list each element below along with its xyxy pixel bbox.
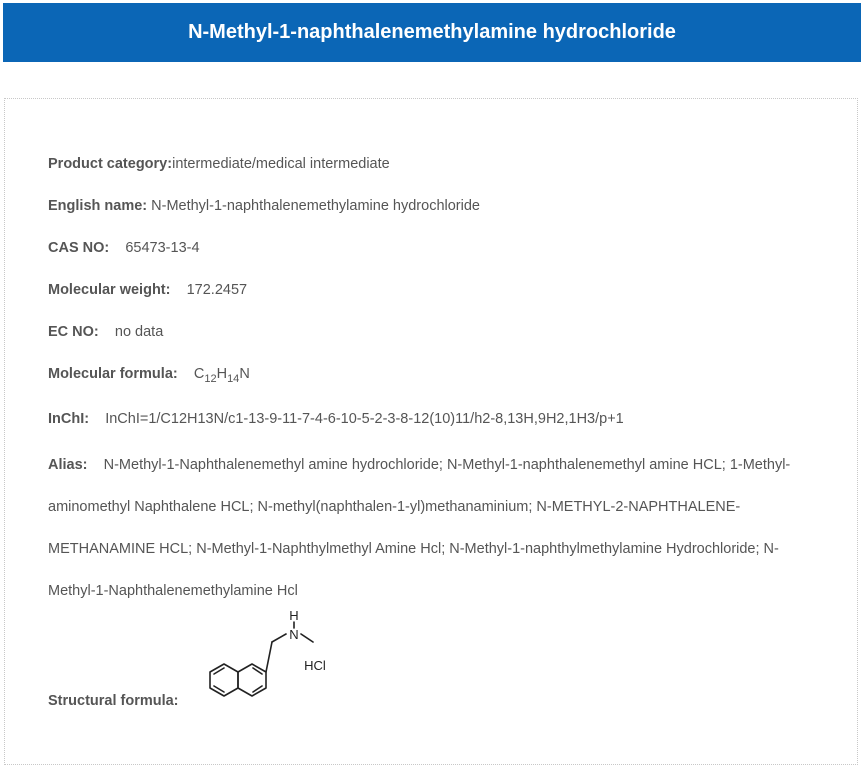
product-info-panel (4, 98, 858, 765)
inchi-label: InChI: (48, 411, 90, 427)
structural-formula-row (48, 692, 179, 710)
ec-row (48, 323, 163, 341)
structural-formula-label: Structural formula: (48, 693, 179, 709)
cas-label: CAS NO: (48, 240, 110, 256)
alias-row (48, 444, 808, 612)
alias-value: N-Methyl-1-Naphthalenemethyl amine hydrochloride; N-Methyl-1-naphthalenemethyl amine HCL; 1-Methyl-aminomethyl Naphthalene HCL; N-methyl(naphthalen-1-yl)methanaminium; N-METHYL-2-NAPHTHALENE-METHANAMINE HCL; N-Methyl-1-Naphthylmethyl Amine Hcl; N-Methyl-1-naphthylmethylamine Hydrochloride; N-Methyl-1-Naphthalenemethylamine Hcl (48, 457, 791, 599)
product-category-label: Product category: (48, 156, 173, 172)
formula-c-count: 12 (204, 373, 217, 385)
english-name-row (48, 197, 480, 215)
formula-n: N (239, 366, 250, 382)
molecular-weight-value: 172.2457 (186, 282, 248, 298)
inchi-value: InChI=1/C12H13N/c1-13-9-11-7-4-6-10-5-2-3-8-12(10)11/h2-8,13H,9H2,1H3/p+1 (105, 411, 624, 427)
molecular-weight-label: Molecular weight: (48, 282, 171, 298)
english-name-value: N-Methyl-1-naphthalenemethylamine hydrochloride (151, 198, 480, 214)
atom-h: H (289, 608, 299, 623)
formula-h: H (216, 366, 228, 382)
formula-c: C (193, 366, 205, 382)
page-title-banner (3, 3, 861, 62)
product-category-row (48, 155, 390, 173)
molecular-weight-row (48, 281, 247, 299)
molecular-formula-label: Molecular formula: (48, 366, 178, 382)
inchi-row (48, 410, 624, 428)
page-title: N-Methyl-1-naphthalenemethylamine hydrochloride (188, 21, 676, 43)
ec-label: EC NO: (48, 324, 99, 340)
molecular-formula-value (193, 366, 250, 385)
cas-row (48, 239, 200, 257)
atom-n: N (289, 627, 299, 642)
formula-h-count: 14 (227, 373, 240, 385)
product-category-value: intermediate/medical intermediate (172, 156, 390, 172)
cas-value: 65473-13-4 (125, 240, 200, 256)
molecular-formula-row (48, 365, 250, 383)
ec-value: no data (114, 324, 164, 340)
alias-label: Alias: (48, 457, 88, 473)
structural-formula-image (200, 604, 340, 714)
salt-hcl: HCl (304, 658, 326, 673)
english-name-label: English name: (48, 198, 148, 214)
